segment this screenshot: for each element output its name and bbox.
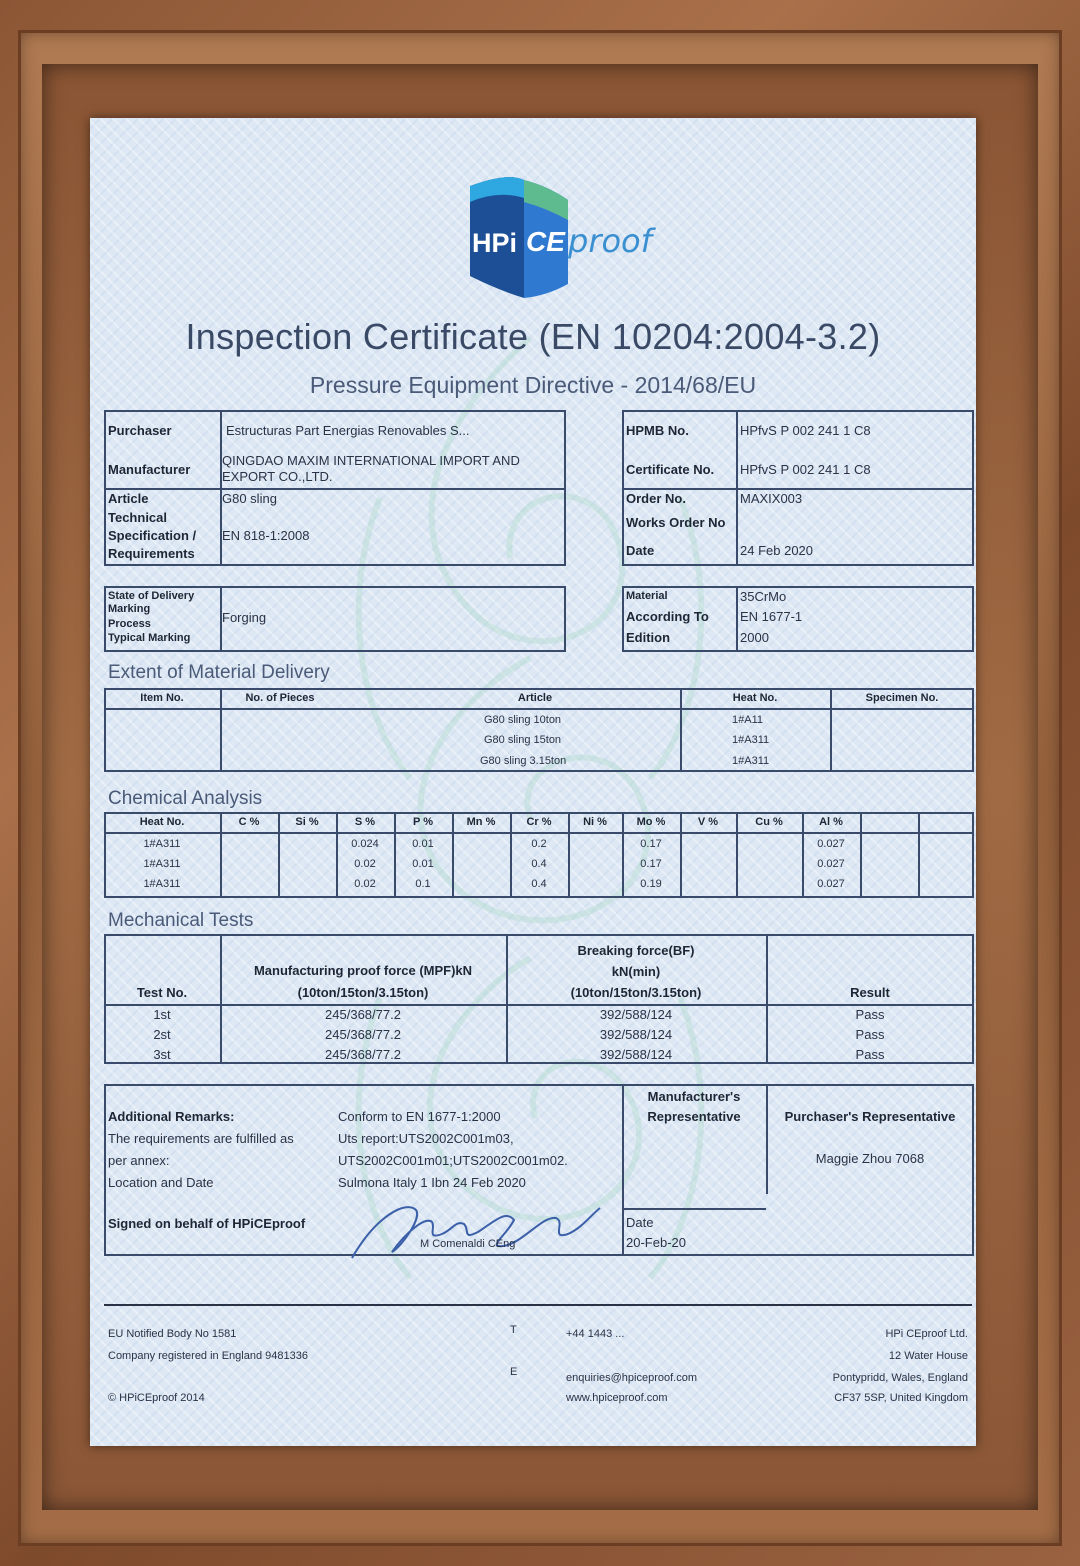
footer-mid-t: T — [510, 1324, 517, 1336]
footer-email: enquiries@hpiceproof.com — [566, 1372, 698, 1384]
chem-header: Cu % — [755, 816, 783, 828]
chem-header: Ni % — [583, 816, 607, 828]
footer-phone: +44 1443 ... — [566, 1328, 625, 1340]
article-label: Article — [108, 491, 149, 506]
chem-header: S % — [354, 816, 376, 828]
mech-header-break-2: kN(min) — [611, 964, 661, 979]
purchaser-rep-name: Maggie Zhou 7068 — [815, 1151, 925, 1166]
certificate-no-label: Certificate No. — [626, 462, 715, 477]
logo-proof-text: proof — [568, 222, 652, 260]
chem-cell: 0.4 — [531, 878, 547, 890]
manufacturer-value-2: EXPORT CO.,LTD. — [222, 469, 333, 484]
certificate-title: Inspection Certificate (EN 10204:2004-3.2) — [185, 316, 881, 357]
chem-header: Mn % — [466, 816, 496, 828]
extent-header-pieces: No. of Pieces — [245, 692, 315, 704]
extent-heat-2: 1#A311 — [732, 734, 770, 746]
state-of-delivery-label: State of Delivery — [108, 590, 195, 602]
mech-proof: 245/368/77.2 — [325, 1047, 401, 1062]
purchaser-rep-label: Purchaser's Representative — [784, 1109, 956, 1124]
typical-marking-label: Typical Marking — [108, 632, 191, 644]
mech-header-result: Result — [850, 985, 890, 1000]
chem-cell: 0.027 — [817, 858, 845, 870]
requirements-label-1: The requirements are fulfilled as — [108, 1131, 294, 1146]
chem-header: Si % — [295, 816, 319, 828]
requirements-label-2: per annex: — [108, 1153, 170, 1168]
mechanical-heading: Mechanical Tests — [108, 910, 254, 931]
mech-break: 392/588/124 — [599, 1027, 673, 1042]
chem-cell: 0.02 — [354, 858, 376, 870]
chem-cell: 0.19 — [640, 878, 662, 890]
footer-right-3: Pontypridd, Wales, England — [832, 1372, 968, 1384]
mech-proof: 245/368/77.2 — [325, 1027, 401, 1042]
mech-header-break-1: Breaking force(BF) — [577, 943, 695, 958]
footer-left-1: EU Notified Body No 1581 — [108, 1328, 237, 1340]
technical-label-3: Requirements — [108, 546, 195, 561]
delivery-value: Forging — [222, 610, 267, 625]
chem-cell: 0.027 — [817, 878, 845, 890]
article-value: G80 sling — [222, 491, 277, 506]
technical-label-1: Technical — [108, 510, 168, 525]
mech-break: 392/588/124 — [599, 1007, 673, 1022]
mech-test-no: 1st — [153, 1007, 171, 1022]
logo-ce-text: CE — [526, 226, 565, 257]
extent-heat-1: 1#A11 — [732, 714, 763, 726]
certificate-subtitle: Pressure Equipment Directive - 2014/68/EU — [309, 372, 757, 398]
remarks-date-label: Date — [626, 1215, 654, 1230]
mech-test-no: 2st — [153, 1027, 171, 1042]
chem-header: V % — [697, 816, 719, 828]
hpmb-label: HPMB No. — [626, 423, 689, 438]
chem-cell: 1#A311 — [143, 838, 181, 850]
chem-header: Heat No. — [139, 816, 185, 828]
certificate-paper — [90, 118, 976, 1446]
chem-header: Al % — [819, 816, 843, 828]
footer-right-4: CF37 5SP, United Kingdom — [834, 1392, 968, 1404]
order-no-value: MAXIX003 — [740, 491, 803, 506]
signer-name: M Comenaldi CEng — [420, 1238, 516, 1250]
chem-header: P % — [413, 816, 433, 828]
signature-icon — [346, 1196, 606, 1266]
footer-mid-e: E — [510, 1366, 518, 1378]
footer-left-2: Company registered in England 9481336 — [108, 1350, 308, 1362]
requirements-value-2: UTS2002C001m01;UTS2002C001m02. — [338, 1153, 568, 1168]
mech-header-test: Test No. — [136, 985, 188, 1000]
manufacturer-rep-label-1: Manufacturer's — [647, 1089, 741, 1104]
purchaser-label: Purchaser — [108, 423, 172, 438]
footer-left-3: © HPiCEproof 2014 — [108, 1392, 205, 1404]
manufacturer-value-1: QINGDAO MAXIM INTERNATIONAL IMPORT AND — [222, 453, 520, 468]
extent-heading: Extent of Material Delivery — [108, 662, 330, 683]
edition-label: Edition — [626, 630, 671, 645]
chem-cell: 0.01 — [412, 858, 434, 870]
order-no-label: Order No. — [626, 491, 686, 506]
mech-test-no: 3st — [153, 1047, 171, 1062]
mech-result: Pass — [855, 1007, 885, 1022]
extent-article-3: G80 sling 3.15ton — [480, 755, 567, 767]
extent-article-2: G80 sling 15ton — [484, 734, 562, 746]
chem-cell: 0.17 — [640, 858, 662, 870]
remarks-date-value: 20-Feb-20 — [626, 1235, 686, 1250]
signed-label: Signed on behalf of HPiCEproof — [108, 1216, 306, 1231]
according-to-label: According To — [626, 609, 709, 624]
process-label: Process — [108, 618, 151, 630]
material-label: Material — [626, 590, 668, 602]
chem-cell: 0.024 — [351, 838, 379, 850]
purchaser-value: Estructuras Part Energias Renovables S... — [226, 423, 470, 438]
extent-article-1: G80 sling 10ton — [484, 714, 562, 726]
chem-cell: 1#A311 — [143, 878, 181, 890]
chem-cell: 1#A311 — [143, 858, 181, 870]
mech-header-break-3: (10ton/15ton/3.15ton) — [570, 985, 702, 1000]
chem-cell: 0.2 — [531, 838, 547, 850]
date-value: 24 Feb 2020 — [740, 543, 814, 558]
extent-header-item: Item No. — [140, 692, 184, 704]
date-label: Date — [626, 543, 655, 558]
footer-right-2: 12 Water House — [888, 1350, 968, 1362]
mech-header-proof-2: (10ton/15ton/3.15ton) — [297, 985, 429, 1000]
edition-value: 2000 — [740, 630, 769, 645]
location-value: Sulmona Italy 1 Ibn 24 Feb 2020 — [338, 1175, 526, 1190]
footer-divider — [104, 1304, 972, 1306]
chem-cell: 0.02 — [354, 878, 376, 890]
chem-cell: 0.01 — [412, 838, 434, 850]
requirements-value-1: Uts report:UTS2002C001m03, — [338, 1131, 514, 1146]
works-order-label: Works Order No — [626, 515, 726, 530]
extent-header-article: Article — [517, 692, 553, 704]
chem-header: C % — [238, 816, 260, 828]
chem-cell: 0.17 — [640, 838, 662, 850]
mech-proof: 245/368/77.2 — [325, 1007, 401, 1022]
chem-cell: 0.4 — [531, 858, 547, 870]
chem-cell: 0.027 — [817, 838, 845, 850]
footer-right-1: HPi CEproof Ltd. — [885, 1328, 968, 1340]
technical-value: EN 818-1:2008 — [222, 528, 310, 543]
mech-result: Pass — [855, 1047, 885, 1062]
manufacturer-label: Manufacturer — [108, 462, 191, 477]
material-value: 35CrMo — [740, 589, 787, 604]
according-to-value: EN 1677-1 — [740, 609, 803, 624]
manufacturer-rep-label-2: Representative — [647, 1109, 741, 1124]
location-label: Location and Date — [108, 1175, 214, 1190]
chem-cell: 0.1 — [415, 878, 431, 890]
certificate-no-value: HPfvS P 002 241 1 C8 — [740, 462, 871, 477]
hpmb-value: HPfvS P 002 241 1 C8 — [740, 423, 871, 438]
mech-break: 392/588/124 — [599, 1047, 673, 1062]
mech-header-proof-1: Manufacturing proof force (MPF)kN — [253, 963, 473, 978]
chem-header: Mo % — [636, 816, 666, 828]
marking-label: Marking — [108, 603, 151, 615]
footer-website: www.hpiceproof.com — [566, 1392, 668, 1404]
additional-remarks-value: Conform to EN 1677-1:2000 — [338, 1109, 501, 1124]
extent-header-heat: Heat No. — [732, 692, 778, 704]
logo-hpi-text: HPi — [472, 228, 518, 258]
extent-heat-3: 1#A311 — [732, 755, 770, 767]
chemical-heading: Chemical Analysis — [108, 788, 263, 809]
additional-remarks-label: Additional Remarks: — [108, 1109, 235, 1124]
technical-label-2: Specification / — [108, 528, 197, 543]
mech-result: Pass — [855, 1027, 885, 1042]
extent-header-specimen: Specimen No. — [865, 692, 939, 704]
chem-header: Cr % — [526, 816, 552, 828]
